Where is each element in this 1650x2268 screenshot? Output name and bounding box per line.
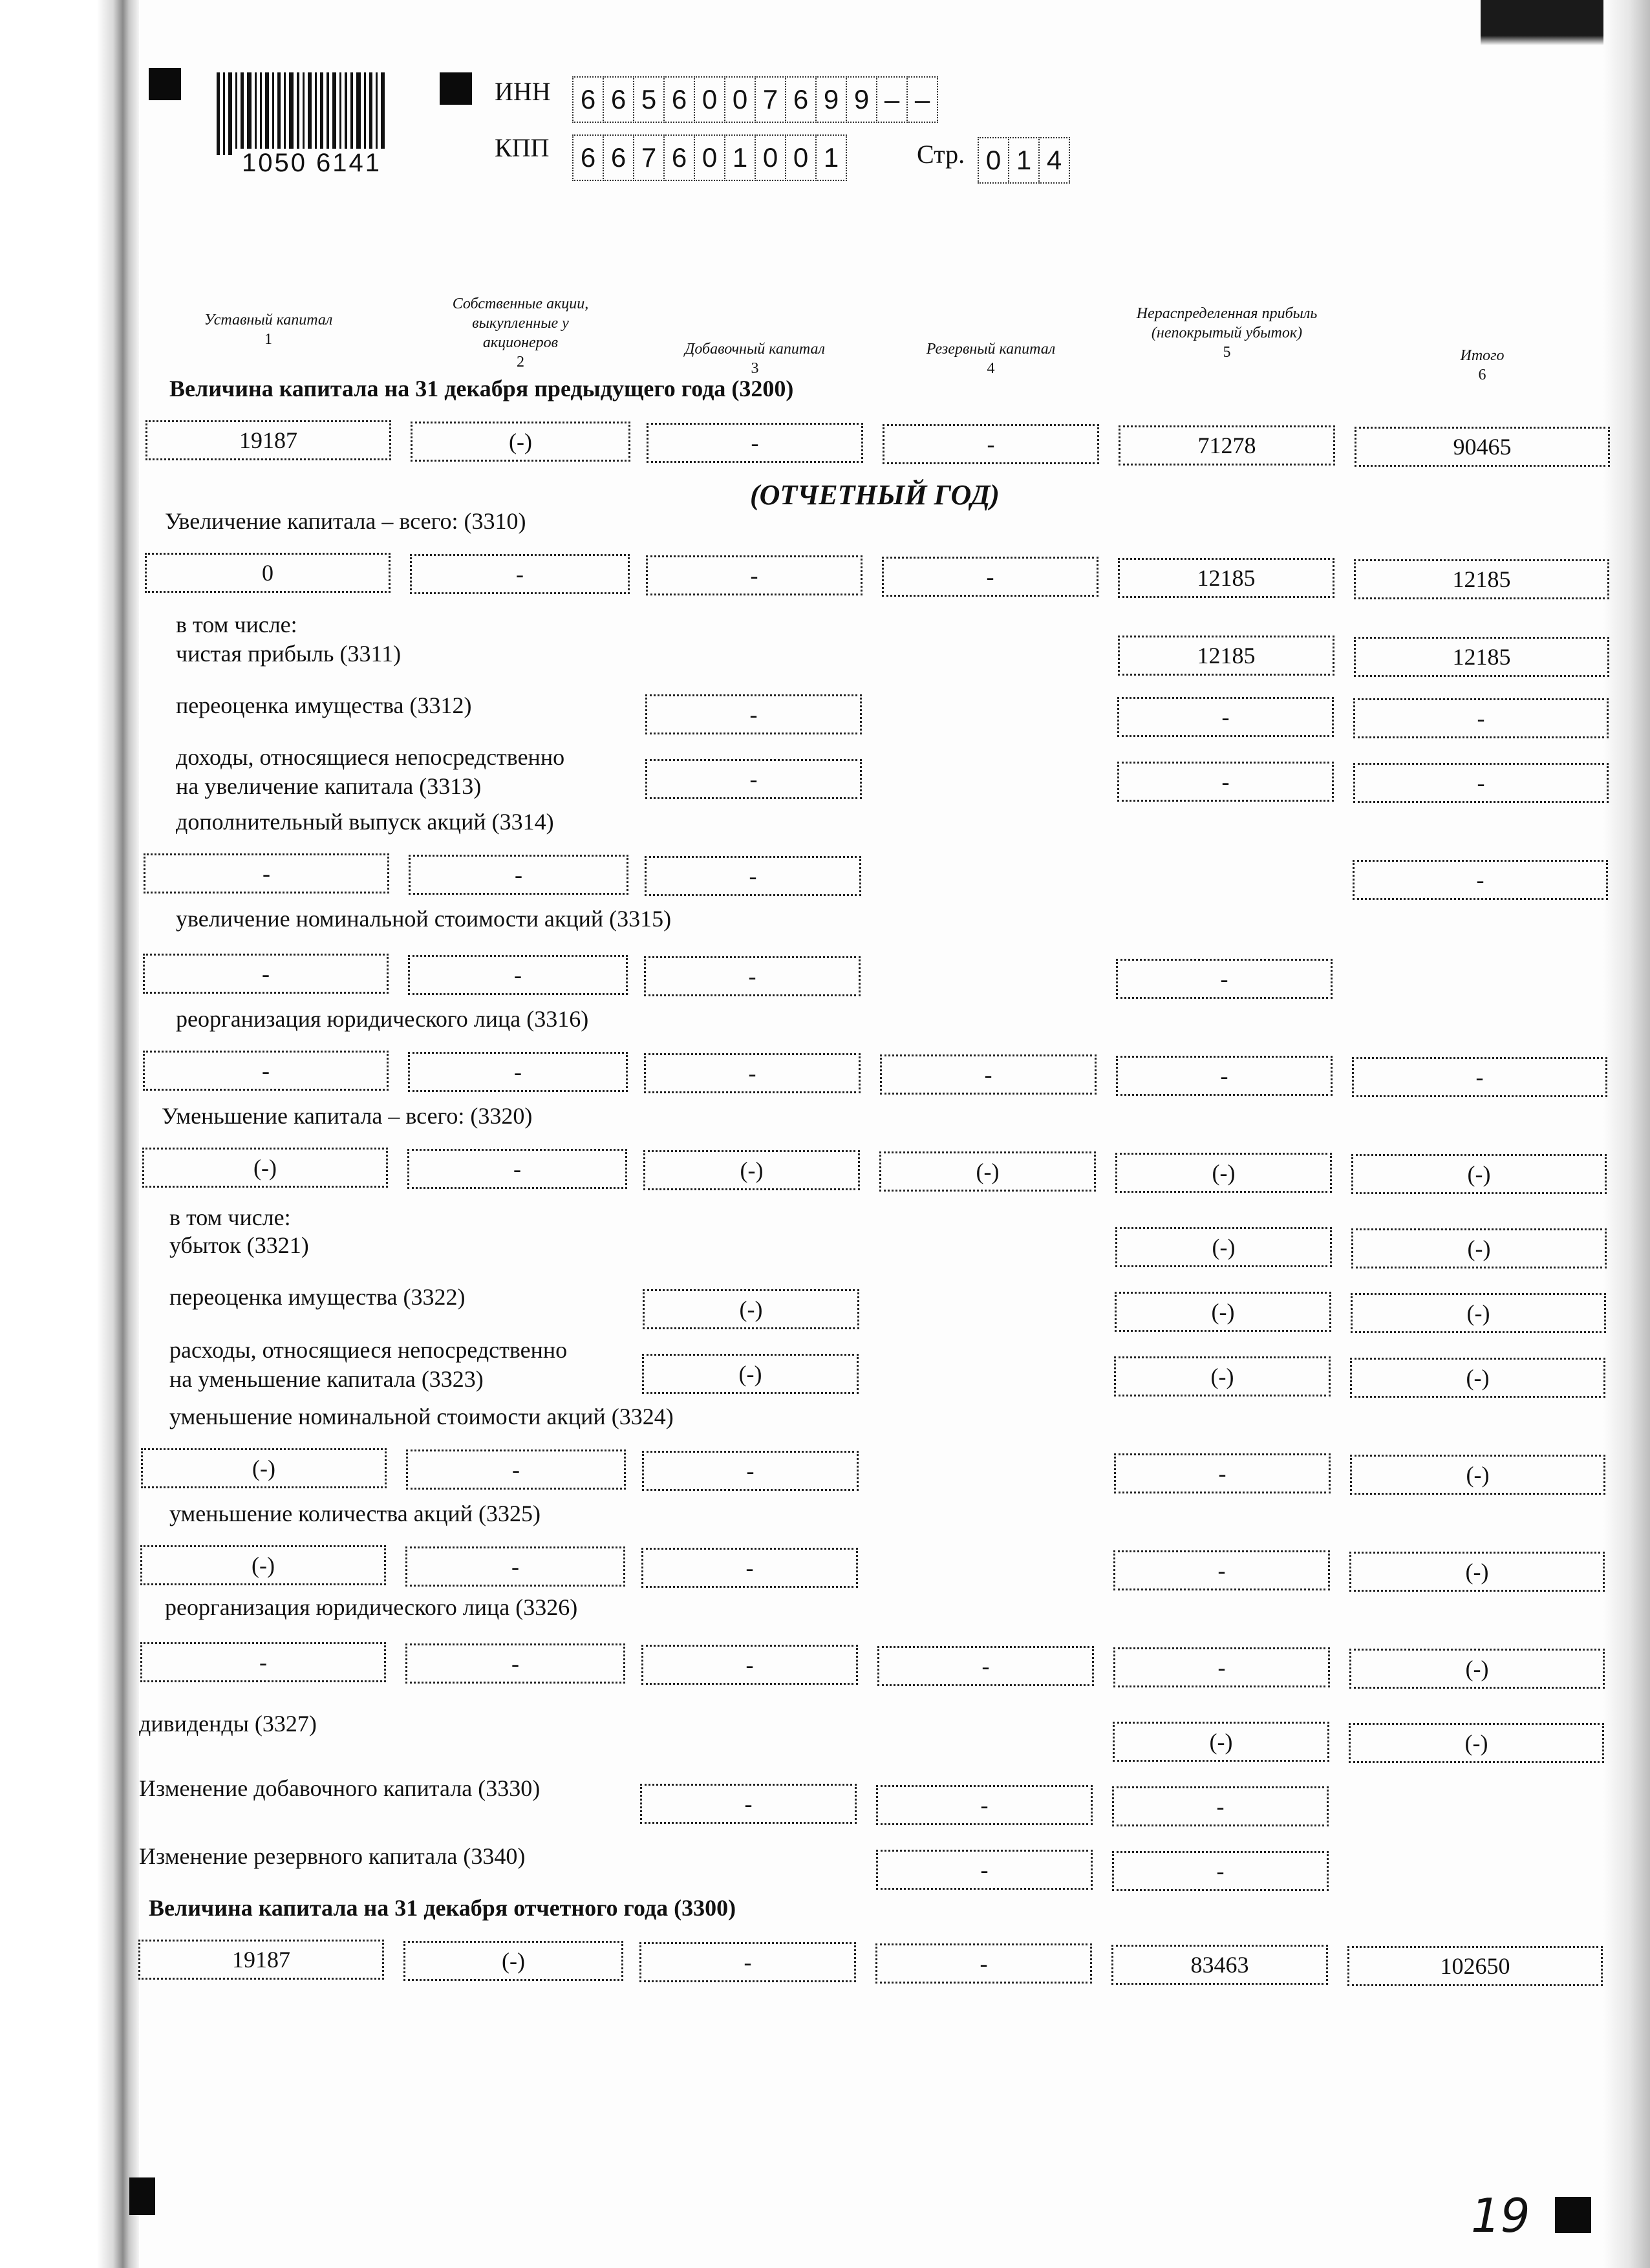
value-cell-col-6: - bbox=[1353, 763, 1609, 803]
kpp-label: КПП bbox=[495, 133, 550, 162]
value-cell-col-4: - bbox=[883, 424, 1099, 464]
value-cell-col-6: 12185 bbox=[1354, 559, 1609, 599]
inn_cells-cell: 6 bbox=[785, 76, 817, 123]
value-cell-col-4: - bbox=[882, 557, 1098, 597]
row-label: дивиденды (3327) bbox=[139, 1711, 317, 1737]
value-cell-col-6: (-) bbox=[1349, 1723, 1604, 1763]
inn-cells bbox=[572, 76, 937, 123]
page-label: Стр. bbox=[917, 140, 965, 169]
inn_cells-cell: 9 bbox=[846, 76, 877, 123]
barcode bbox=[217, 72, 388, 156]
value-cell-col-4: - bbox=[875, 1943, 1092, 1984]
inn-label: ИНН bbox=[495, 77, 551, 106]
value-cell-col-2: - bbox=[405, 1546, 625, 1587]
value-cell-col-5: 71278 bbox=[1119, 425, 1335, 465]
value-cell-col-3: - bbox=[647, 423, 863, 463]
row-label-line2: на уменьшение капитала (3323) bbox=[169, 1366, 484, 1392]
kpp_cells-cell: 6 bbox=[603, 134, 634, 181]
value-cell-col-4: - bbox=[877, 1646, 1094, 1686]
kpp-cells bbox=[572, 134, 846, 181]
value-cell-col-6: (-) bbox=[1351, 1293, 1606, 1333]
value-cell-col-5: - bbox=[1113, 1550, 1330, 1590]
corner-marker-top-center bbox=[440, 72, 472, 105]
value-cell-col-2: - bbox=[408, 955, 628, 995]
column-header-4 bbox=[879, 339, 1102, 378]
value-cell-col-3: - bbox=[641, 1645, 858, 1685]
kpp_cells-cell: 1 bbox=[815, 134, 847, 181]
value-cell-col-1: (-) bbox=[141, 1448, 387, 1488]
value-cell-col-2: - bbox=[405, 1643, 625, 1684]
row-label-prefix: в том числе: bbox=[169, 1204, 291, 1230]
value-cell-col-6: 12185 bbox=[1354, 637, 1609, 677]
value-cell-col-3: - bbox=[646, 555, 862, 595]
row-label: доходы, относящиеся непосредственно bbox=[176, 744, 565, 770]
inn_cells-cell: 6 bbox=[663, 76, 695, 123]
scan-binding-shadow bbox=[0, 0, 139, 2268]
column-title: Добавочный капитал bbox=[685, 341, 825, 358]
inn_cells-cell: 6 bbox=[572, 76, 604, 123]
value-cell-col-2: (-) bbox=[411, 422, 630, 462]
column-header-3 bbox=[643, 339, 866, 378]
row-label: Величина капитала на 31 декабря предыдущего года (3200) bbox=[169, 376, 794, 401]
value-cell-col-3: (-) bbox=[643, 1289, 859, 1329]
kpp_cells-cell: 7 bbox=[633, 134, 665, 181]
row-label: уменьшение количества акций (3325) bbox=[169, 1501, 541, 1526]
column-header-1 bbox=[142, 310, 394, 349]
inn_cells-cell: 0 bbox=[724, 76, 756, 123]
row-label: Изменение добавочного капитала (3330) bbox=[139, 1775, 541, 1801]
value-cell-col-1: 0 bbox=[145, 553, 391, 593]
value-cell-col-3: - bbox=[644, 1053, 861, 1093]
value-cell-col-4: - bbox=[876, 1785, 1093, 1825]
row-label: переоценка имущества (3312) bbox=[176, 692, 472, 718]
inn_cells-cell: – bbox=[906, 76, 938, 123]
value-cell-col-1: - bbox=[144, 853, 389, 893]
page-cells bbox=[978, 137, 1069, 184]
kpp_cells-cell: 0 bbox=[785, 134, 817, 181]
value-cell-col-6: - bbox=[1353, 698, 1609, 738]
barcode-number: 1050 6141 bbox=[234, 149, 389, 178]
value-cell-col-2: - bbox=[407, 1149, 627, 1189]
value-cell-col-6: (-) bbox=[1351, 1228, 1607, 1268]
page_cells-cell: 0 bbox=[978, 137, 1009, 184]
value-cell-col-5: 12185 bbox=[1118, 636, 1334, 676]
value-cell-col-4: (-) bbox=[879, 1151, 1096, 1192]
column-header-6 bbox=[1351, 346, 1613, 385]
value-cell-col-1: 19187 bbox=[138, 1940, 384, 1980]
section-title: (ОТЧЕТНЫЙ ГОД) bbox=[750, 479, 1000, 511]
corner-marker-bottom-right bbox=[1555, 2197, 1591, 2233]
value-cell-col-3: - bbox=[645, 694, 862, 734]
value-cell-col-5: - bbox=[1112, 1786, 1329, 1826]
kpp_cells-cell: 1 bbox=[724, 134, 756, 181]
value-cell-col-6: (-) bbox=[1351, 1154, 1607, 1194]
value-cell-col-4: - bbox=[880, 1054, 1097, 1095]
value-cell-col-2: - bbox=[409, 855, 628, 895]
row-label: переоценка имущества (3322) bbox=[169, 1284, 466, 1310]
inn_cells-cell: 6 bbox=[603, 76, 634, 123]
value-cell-col-6: (-) bbox=[1349, 1649, 1605, 1689]
value-cell-col-5: - bbox=[1117, 697, 1334, 737]
value-cell-col-2: - bbox=[406, 1450, 626, 1490]
value-cell-col-6: 102650 bbox=[1347, 1946, 1603, 1986]
column-number: 5 bbox=[1223, 344, 1231, 361]
inn_cells-cell: – bbox=[876, 76, 908, 123]
column-title: Уставный капитал bbox=[204, 312, 333, 328]
column-title: Нераспределенная прибыль (непокрытый убыток) bbox=[1136, 305, 1318, 341]
kpp_cells-cell: 0 bbox=[755, 134, 786, 181]
value-cell-col-5: (-) bbox=[1115, 1292, 1331, 1332]
column-number: 6 bbox=[1478, 367, 1486, 383]
value-cell-col-1: - bbox=[143, 1051, 389, 1091]
row-label: Изменение резервного капитала (3340) bbox=[139, 1843, 526, 1869]
value-cell-col-6: - bbox=[1352, 1057, 1607, 1097]
page_cells-cell: 4 bbox=[1038, 137, 1070, 184]
value-cell-col-6: (-) bbox=[1350, 1358, 1605, 1398]
column-number: 4 bbox=[987, 360, 995, 377]
value-cell-col-2: (-) bbox=[403, 1941, 623, 1981]
row-label: Уменьшение капитала – всего: (3320) bbox=[162, 1103, 533, 1129]
column-number: 2 bbox=[517, 354, 524, 370]
value-cell-col-6: 90465 bbox=[1355, 427, 1610, 467]
value-cell-col-3: - bbox=[645, 759, 862, 799]
row-label: уменьшение номинальной стоимости акций (3324) bbox=[169, 1404, 674, 1429]
value-cell-col-5: - bbox=[1112, 1851, 1329, 1891]
column-number: 3 bbox=[751, 360, 759, 377]
row-label: реорганизация юридического лица (3316) bbox=[176, 1006, 589, 1032]
kpp_cells-cell: 0 bbox=[694, 134, 725, 181]
column-header-2 bbox=[407, 294, 634, 372]
value-cell-col-3: (-) bbox=[643, 1150, 860, 1190]
row-label: расходы, относящиеся непосредственно bbox=[169, 1337, 568, 1363]
value-cell-col-6: (-) bbox=[1350, 1455, 1605, 1495]
value-cell-col-2: - bbox=[408, 1052, 628, 1092]
inn_cells-cell: 5 bbox=[633, 76, 665, 123]
value-cell-col-5: - bbox=[1116, 959, 1333, 999]
column-header-5 bbox=[1115, 304, 1338, 362]
row-label: Величина капитала на 31 декабря отчетного года (3300) bbox=[149, 1895, 736, 1921]
inn_cells-cell: 7 bbox=[755, 76, 786, 123]
scan-right-edge bbox=[1603, 0, 1650, 2268]
value-cell-col-1: 19187 bbox=[145, 420, 391, 460]
row-label-line2: на увеличение капитала (3313) bbox=[176, 773, 482, 799]
row-label: увеличение номинальной стоимости акций (3315) bbox=[176, 906, 672, 932]
value-cell-col-1: - bbox=[143, 954, 389, 994]
row-label: Увеличение капитала – всего: (3310) bbox=[165, 508, 526, 534]
value-cell-col-3: - bbox=[639, 1942, 856, 1982]
row-label: дополнительный выпуск акций (3314) bbox=[176, 809, 554, 835]
value-cell-col-5: 12185 bbox=[1118, 558, 1334, 598]
value-cell-col-5: - bbox=[1116, 1056, 1333, 1096]
value-cell-col-1: - bbox=[140, 1642, 386, 1682]
value-cell-col-3: - bbox=[641, 1548, 858, 1588]
value-cell-col-6: - bbox=[1353, 860, 1608, 900]
value-cell-col-2: - bbox=[410, 554, 630, 594]
value-cell-col-3: (-) bbox=[642, 1354, 859, 1394]
row-label-prefix: в том числе: bbox=[176, 612, 297, 637]
row-label: убыток (3321) bbox=[169, 1232, 309, 1258]
column-title: Резервный капитал bbox=[926, 341, 1056, 358]
inn_cells-cell: 0 bbox=[694, 76, 725, 123]
value-cell-col-5: (-) bbox=[1113, 1722, 1329, 1762]
value-cell-col-5: (-) bbox=[1115, 1153, 1332, 1193]
value-cell-col-5: - bbox=[1117, 762, 1334, 802]
value-cell-col-4: - bbox=[876, 1850, 1093, 1890]
column-title: Собственные акции, выкупленные у акционеров bbox=[452, 295, 589, 351]
value-cell-col-1: (-) bbox=[142, 1148, 388, 1188]
value-cell-col-3: - bbox=[640, 1784, 857, 1824]
kpp_cells-cell: 6 bbox=[572, 134, 604, 181]
page-number: 19 bbox=[1471, 2188, 1530, 2243]
value-cell-col-5: - bbox=[1113, 1647, 1330, 1687]
corner-marker-top-left bbox=[149, 68, 181, 100]
value-cell-col-1: (-) bbox=[140, 1545, 386, 1585]
value-cell-col-3: - bbox=[645, 856, 861, 896]
column-number: 1 bbox=[264, 331, 272, 348]
page_cells-cell: 1 bbox=[1008, 137, 1040, 184]
value-cell-col-5: 83463 bbox=[1111, 1945, 1328, 1985]
row-label: реорганизация юридического лица (3326) bbox=[165, 1594, 578, 1620]
corner-marker-bottom-left bbox=[129, 2177, 155, 2215]
inn_cells-cell: 9 bbox=[815, 76, 847, 123]
value-cell-col-3: - bbox=[642, 1451, 859, 1491]
column-title: Итого bbox=[1460, 347, 1505, 364]
value-cell-col-3: - bbox=[644, 956, 861, 996]
value-cell-col-5: - bbox=[1114, 1453, 1331, 1493]
value-cell-col-5: (-) bbox=[1115, 1227, 1332, 1267]
value-cell-col-5: (-) bbox=[1114, 1356, 1331, 1396]
value-cell-col-6: (-) bbox=[1349, 1552, 1605, 1592]
row-label: чистая прибыль (3311) bbox=[176, 641, 402, 667]
kpp_cells-cell: 6 bbox=[663, 134, 695, 181]
